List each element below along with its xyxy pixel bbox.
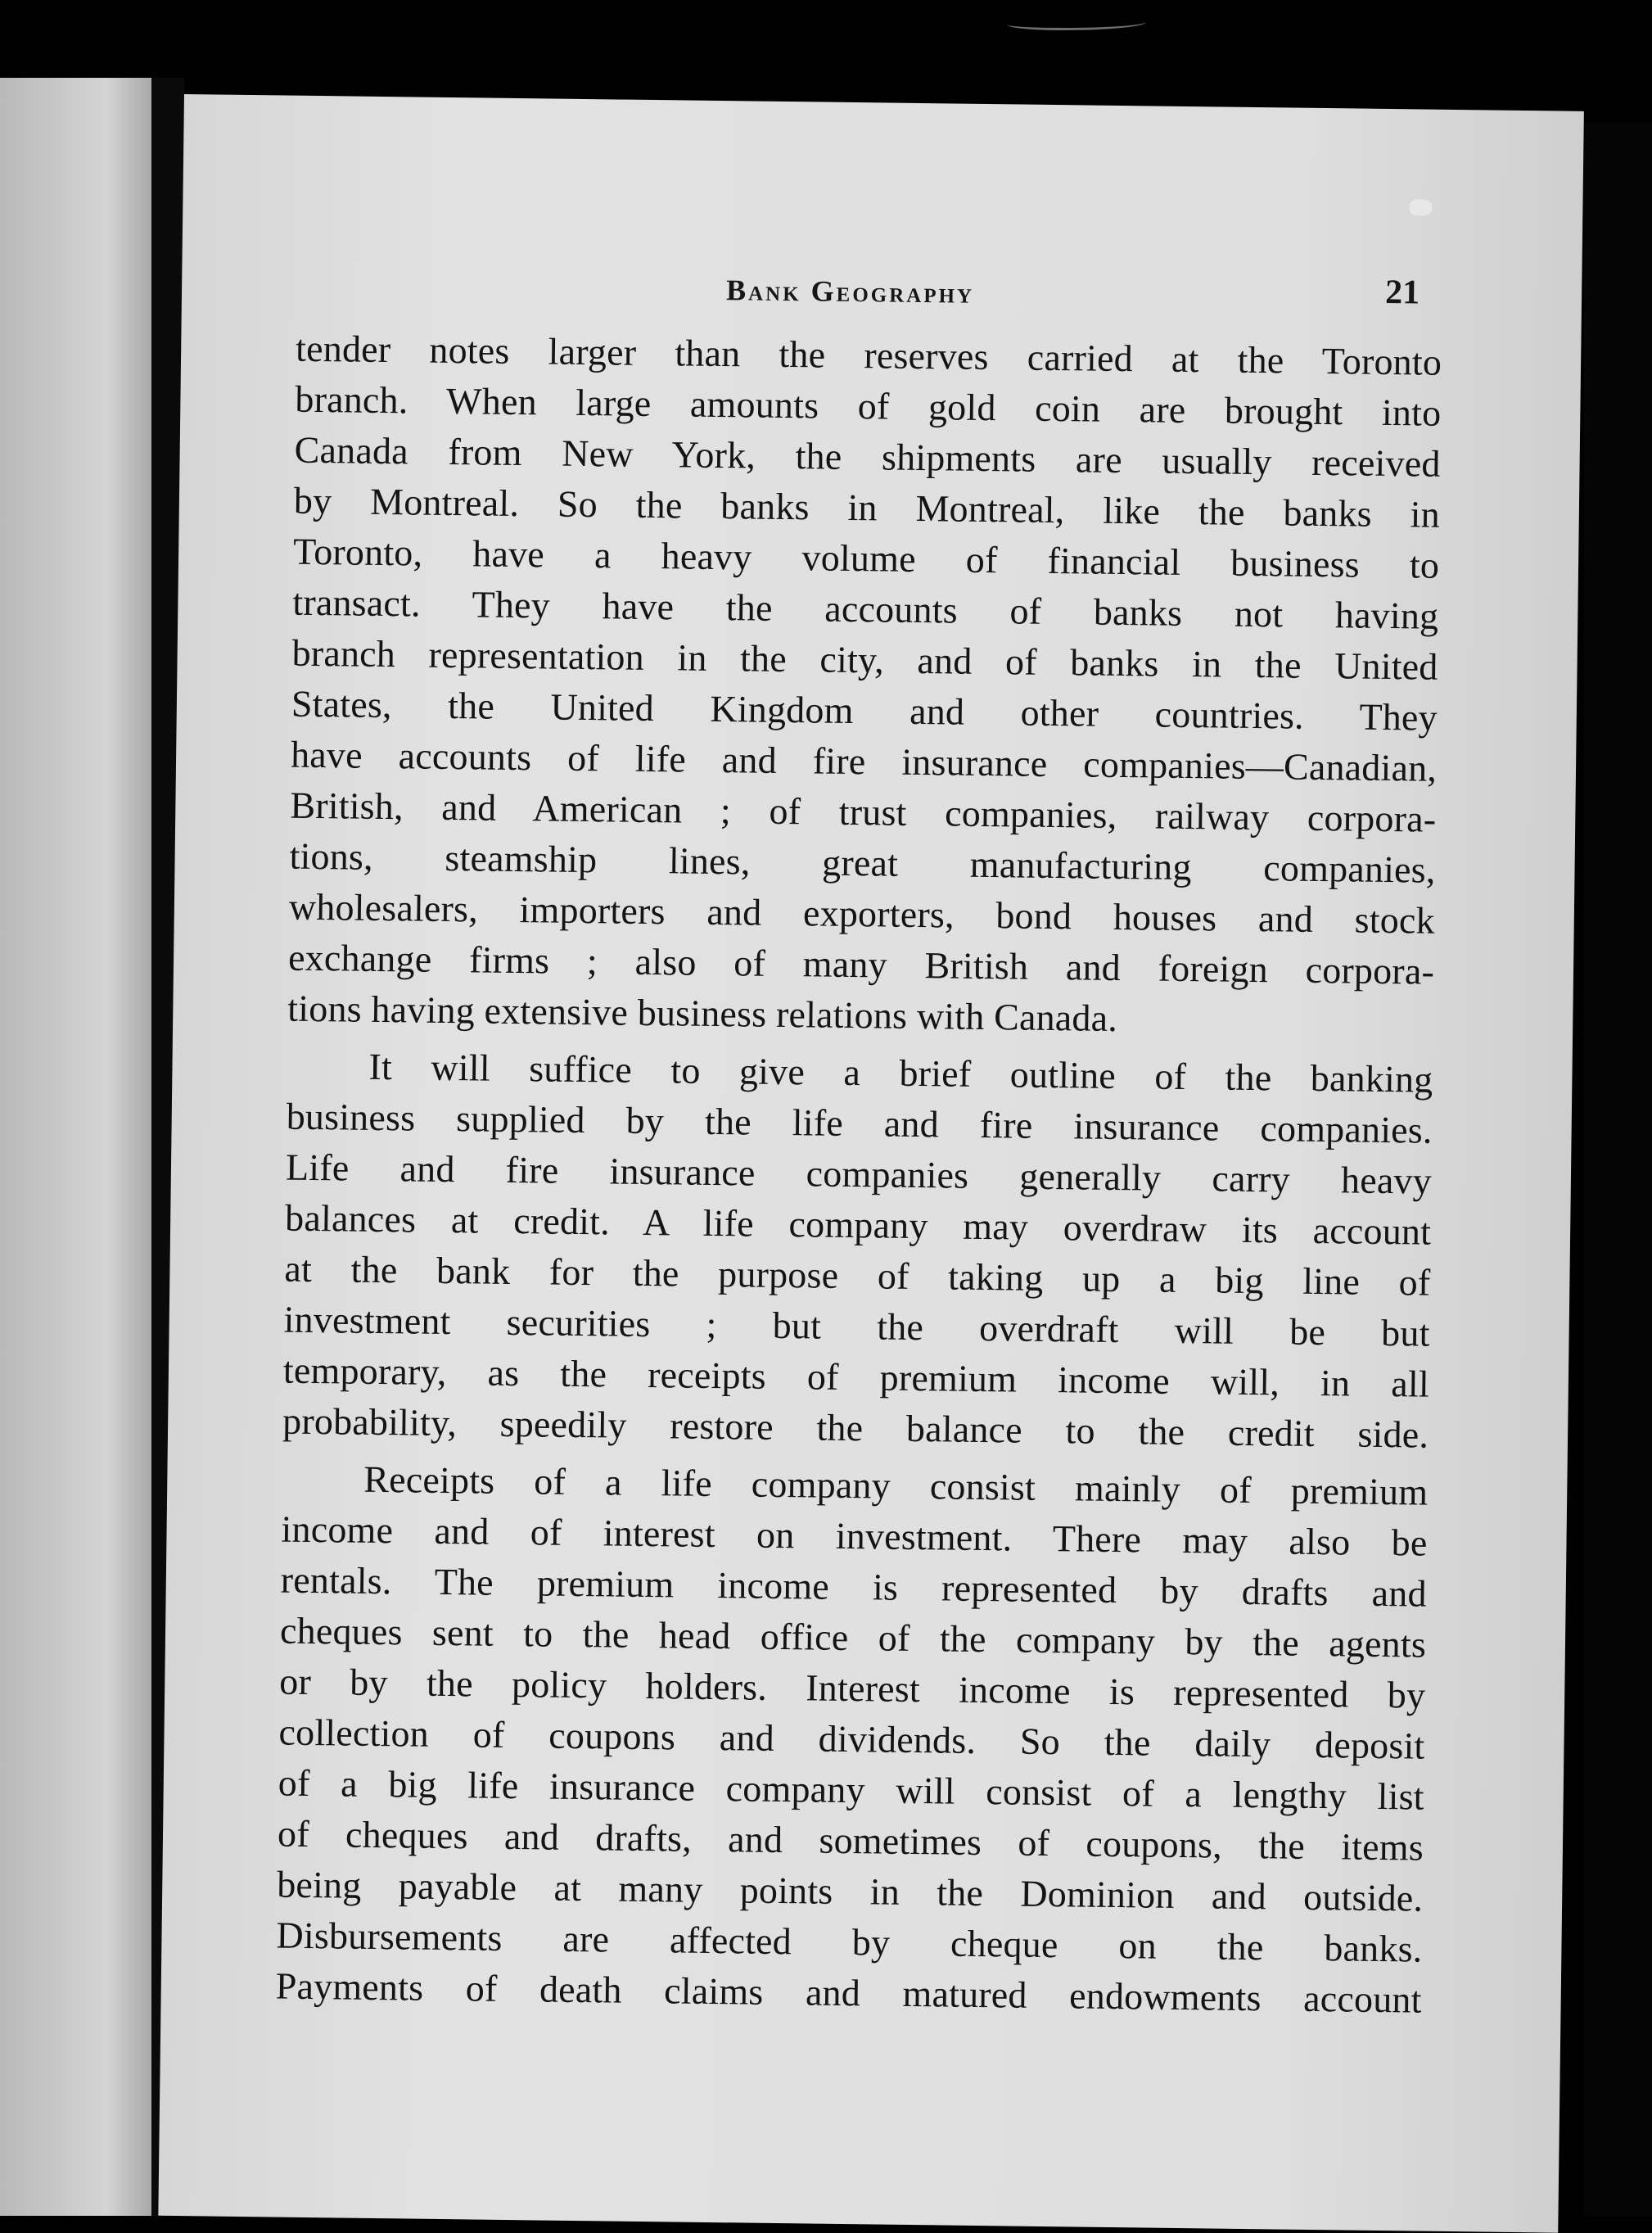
facing-page-edge [0, 78, 151, 2216]
text-line: being payable at many points in the Dominion and outside. [276, 1863, 1424, 1919]
text-line: branch. When large amounts of gold coin are brought into [295, 377, 1442, 434]
text-line: Life and fire insurance companies generally carry heavy [285, 1146, 1433, 1202]
text-line: at the bank for the purpose of taking up a big line of [284, 1247, 1431, 1304]
text-line: transact. They have the accounts of banks not having [292, 581, 1439, 637]
text-line: have accounts of life and fire insurance companies—Canadian, [290, 733, 1438, 789]
text-line: investment securities ; but the overdraft will be but [283, 1298, 1430, 1354]
text-line: wholesalers, importers and exporters, bond houses and stock [288, 885, 1436, 942]
page-blemish [1409, 199, 1432, 215]
text-line: It will suffice to give a brief outline of the banking [368, 1045, 1433, 1101]
text-line: probability, speedily restore the balance to the credit side. [282, 1399, 1429, 1456]
text-line: temporary, as the receipts of premium income will, in all [282, 1349, 1430, 1405]
text-line: tions having extensive business relations with Canada. [287, 987, 1118, 1040]
scan-artifact [1007, 16, 1146, 30]
text-line: tender notes larger than the reserves carried at the Toronto [295, 327, 1442, 383]
text-line: or by the policy holders. Interest income is represented by [279, 1660, 1426, 1716]
text-line: Disbursements are affected by cheque on the banks. [276, 1914, 1423, 1970]
running-head: Bank Geography [725, 273, 975, 310]
paragraph-1 [287, 323, 1442, 1048]
page-number: 21 [1384, 273, 1420, 312]
text-line: by Montreal. So the banks in Montreal, like the banks in [293, 479, 1441, 536]
text-line: collection of coupons and dividends. So the daily deposit [278, 1711, 1425, 1767]
text-line: States, the United Kingdom and other countries. They [291, 682, 1438, 739]
text-line: Canada from New York, the shipments are usually received [294, 428, 1441, 485]
scan-border [1584, 123, 1652, 2216]
text-line: income and of interest on investment. There may also be [281, 1508, 1428, 1564]
text-line: exchange firms ; also of many British and foreign corpora- [287, 936, 1435, 992]
paragraph-2 [282, 1041, 1433, 1461]
text-line: rentals. The premium income is represented by drafts and [280, 1558, 1428, 1615]
text-line: Toronto, have a heavy volume of financial business to [292, 530, 1440, 586]
book-page [158, 94, 1584, 2233]
text-line: balances at credit. A life company may overdraw its account [284, 1196, 1432, 1253]
text-line: British, and American ; of trust companies, railway corpora- [290, 784, 1437, 840]
text-line: branch representation in the city, and of banks in the United [291, 631, 1438, 688]
text-line: cheques sent to the head office of the company by the agents [279, 1609, 1427, 1666]
body-text [275, 323, 1442, 2026]
text-line: Receipts of a life company consist mainly of premium [363, 1458, 1429, 1513]
text-line: of cheques and drafts, and sometimes of coupons, the items [277, 1812, 1424, 1869]
text-line: tions, steamship lines, great manufacturing companies, [289, 834, 1436, 891]
text-line: Payments of death claims and matured endowments account [275, 1964, 1422, 2021]
text-line: business supplied by the life and fire insurance companies. [286, 1095, 1433, 1151]
paragraph-3 [275, 1453, 1428, 2026]
text-line: of a big life insurance company will consist of a lengthy list [278, 1761, 1425, 1818]
